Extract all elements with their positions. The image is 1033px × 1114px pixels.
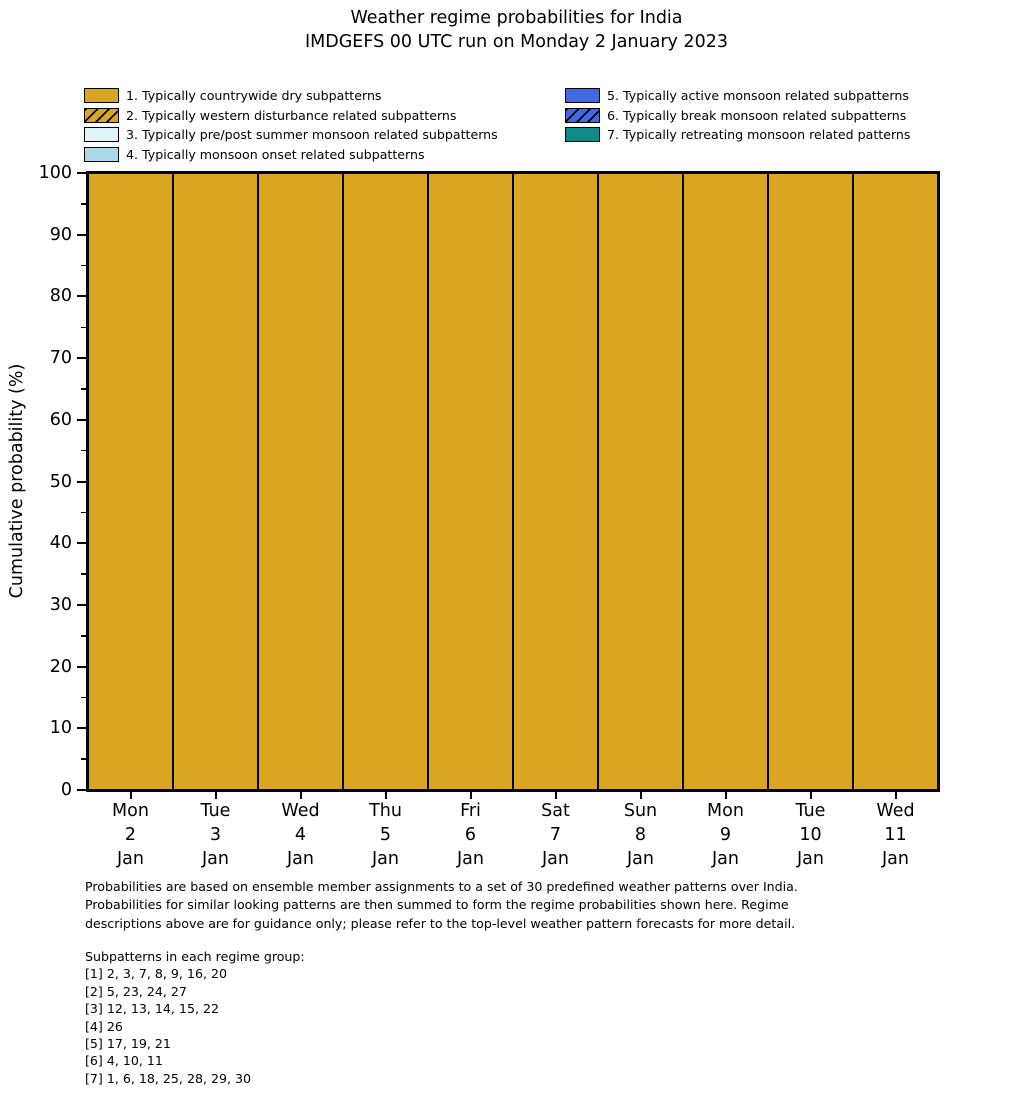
footnote-line: Probabilities for similar looking patterns are then summed to form the regime probabilities shown here. Regime <box>85 897 789 913</box>
x-tick <box>130 792 132 799</box>
y-major-tick <box>77 295 86 297</box>
chart-title-line2: IMDGEFS 00 UTC run on Monday 2 January 2023 <box>305 31 728 52</box>
bar-segment <box>258 173 343 790</box>
y-tick-label: 80 <box>49 286 72 307</box>
x-label-month: Jan <box>202 849 229 869</box>
legend-swatch <box>84 88 119 103</box>
y-axis-title: Cumulative probability (%) <box>7 363 27 599</box>
legend-item-label: 1. Typically countrywide dry subpatterns <box>126 88 382 104</box>
legend-swatch <box>84 147 119 162</box>
subpattern-line: [3] 12, 13, 14, 15, 22 <box>85 1001 219 1017</box>
x-label-date: 9 <box>719 825 732 845</box>
y-tick-label: 100 <box>38 163 72 183</box>
y-tick-label: 20 <box>49 656 72 677</box>
y-minor-tick <box>81 327 86 329</box>
stacked-bar <box>428 173 513 790</box>
legend-item <box>84 86 498 106</box>
chart-title-line1: Weather regime probabilities for India <box>350 8 683 28</box>
x-label-weekday: Tue <box>795 801 826 821</box>
x-tick <box>895 792 897 799</box>
subpattern-line: [2] 5, 23, 24, 27 <box>85 983 187 999</box>
bar-segment <box>343 173 428 790</box>
x-label-weekday: Sat <box>541 801 570 821</box>
legend-swatch <box>565 88 600 103</box>
x-label-date: 3 <box>209 825 222 845</box>
bar-segment <box>513 173 598 790</box>
y-minor-tick <box>81 203 86 205</box>
x-tick <box>555 792 557 799</box>
y-major-tick <box>77 542 86 544</box>
x-label-month: Jan <box>712 849 739 869</box>
legend-item <box>565 125 910 145</box>
legend-item <box>565 86 910 106</box>
plot-area <box>38 163 938 869</box>
x-tick-label <box>513 799 598 871</box>
legend-item-label: 4. Typically monsoon onset related subpatterns <box>126 147 425 163</box>
chart-title <box>0 7 1033 54</box>
stacked-bar <box>683 173 768 790</box>
legend-item <box>84 145 498 165</box>
x-tick-label <box>853 799 938 871</box>
bar-segment <box>173 173 258 790</box>
x-tick <box>215 792 217 799</box>
bar-segment <box>683 173 768 790</box>
legend-swatch <box>84 127 119 142</box>
x-tick <box>385 792 387 799</box>
x-label-weekday: Fri <box>460 801 481 821</box>
x-label-weekday: Wed <box>876 801 915 821</box>
x-tick-label <box>768 799 853 871</box>
x-label-month: Jan <box>627 849 654 869</box>
stacked-bar <box>853 173 938 790</box>
x-tick-label <box>343 799 428 871</box>
subpatterns-list <box>85 965 305 1087</box>
stacked-bar <box>173 173 258 790</box>
y-major-tick <box>77 789 86 791</box>
x-label-date: 6 <box>464 825 477 845</box>
x-label-month: Jan <box>882 849 909 869</box>
subpatterns-heading: Subpatterns in each regime group: <box>85 949 305 964</box>
y-major-tick <box>77 234 86 236</box>
legend-swatch <box>565 108 600 123</box>
x-label-date: 5 <box>379 825 392 845</box>
x-tick <box>725 792 727 799</box>
subpattern-line: [6] 4, 10, 11 <box>85 1053 163 1069</box>
stacked-bar <box>598 173 683 790</box>
y-tick-label: 10 <box>49 718 72 739</box>
y-major-tick <box>77 666 86 668</box>
x-label-weekday: Tue <box>200 801 231 821</box>
y-tick-label: 30 <box>49 594 72 615</box>
subpattern-line: [4] 26 <box>85 1018 123 1034</box>
x-label-month: Jan <box>117 849 144 869</box>
legend-item-label: 2. Typically western disturbance related subpatterns <box>126 107 457 123</box>
footnote-line: Probabilities are based on ensemble member assignments to a set of 30 predefined weather patterns over India. <box>85 879 798 894</box>
y-major-tick <box>77 604 86 606</box>
bar-segment <box>853 173 938 790</box>
legend-item <box>84 106 498 126</box>
legend-column-right <box>565 86 910 145</box>
x-label-weekday: Thu <box>369 801 402 821</box>
legend-swatch <box>565 127 600 142</box>
legend-item-label: 3. Typically pre/post summer monsoon related subpatterns <box>126 127 498 143</box>
stacked-bar <box>768 173 853 790</box>
bar-segment <box>88 173 173 790</box>
x-tick-label <box>683 799 768 871</box>
x-label-month: Jan <box>797 849 824 869</box>
y-minor-tick <box>81 573 86 575</box>
y-major-tick <box>77 481 86 483</box>
y-minor-tick <box>81 512 86 514</box>
x-label-weekday: Mon <box>112 801 149 821</box>
x-label-date: 2 <box>124 825 137 845</box>
top-spine <box>86 171 940 173</box>
subpatterns-block <box>85 948 305 1087</box>
subpattern-line: [7] 1, 6, 18, 25, 28, 29, 30 <box>85 1070 252 1086</box>
bar-segment <box>428 173 513 790</box>
y-minor-tick <box>81 758 86 760</box>
y-minor-tick <box>81 388 86 390</box>
x-tick <box>470 792 472 799</box>
legend-swatch <box>84 108 119 123</box>
x-label-date: 10 <box>799 825 822 845</box>
x-tick-label <box>173 799 258 871</box>
legend-item-label: 7. Typically retreating monsoon related patterns <box>607 127 911 143</box>
footnote-line: descriptions above are for guidance only; please refer to the top-level weather pattern forecasts for more detail. <box>85 915 796 931</box>
x-tick-label <box>598 799 683 871</box>
x-tick-label <box>428 799 513 871</box>
y-minor-tick <box>81 450 86 452</box>
x-label-month: Jan <box>287 849 314 869</box>
x-tick-label <box>88 799 173 871</box>
x-label-weekday: Mon <box>707 801 744 821</box>
y-minor-tick <box>81 265 86 267</box>
stacked-bar <box>513 173 598 790</box>
y-minor-tick <box>81 635 86 637</box>
y-major-tick <box>77 357 86 359</box>
x-tick <box>300 792 302 799</box>
y-major-tick <box>77 172 86 174</box>
x-label-date: 4 <box>294 825 307 845</box>
stacked-bar <box>88 173 173 790</box>
legend-item-label: 5. Typically active monsoon related subpatterns <box>607 88 909 104</box>
bar-segment <box>768 173 853 790</box>
x-tick <box>810 792 812 799</box>
subpattern-line: [5] 17, 19, 21 <box>85 1036 171 1052</box>
y-minor-tick <box>81 697 86 699</box>
y-axis-spine <box>86 171 88 792</box>
y-tick-label: 90 <box>49 224 72 245</box>
y-major-tick <box>77 419 86 421</box>
x-tick <box>640 792 642 799</box>
x-label-month: Jan <box>542 849 569 869</box>
legend-item <box>84 125 498 145</box>
x-tick-label <box>258 799 343 871</box>
legend-column-left <box>84 86 498 164</box>
legend-item-label: 6. Typically break monsoon related subpatterns <box>607 107 907 123</box>
y-tick-label: 60 <box>49 409 72 430</box>
y-tick-label: 50 <box>49 471 72 492</box>
y-tick-label: 0 <box>60 780 72 800</box>
x-label-date: 8 <box>634 825 647 845</box>
x-label-date: 7 <box>549 825 562 845</box>
x-label-month: Jan <box>372 849 399 869</box>
bar-segment <box>598 173 683 790</box>
legend-item <box>565 106 910 126</box>
x-label-date: 11 <box>884 825 907 845</box>
stacked-bar <box>258 173 343 790</box>
x-label-weekday: Sun <box>623 801 658 821</box>
right-spine <box>938 171 940 792</box>
y-tick-label: 40 <box>49 533 72 554</box>
x-label-month: Jan <box>457 849 484 869</box>
x-label-weekday: Wed <box>281 801 320 821</box>
stacked-bar <box>343 173 428 790</box>
subpattern-line: [1] 2, 3, 7, 8, 9, 16, 20 <box>85 966 227 982</box>
footnote-text <box>85 878 798 933</box>
y-tick-label: 70 <box>49 348 72 369</box>
y-major-tick <box>77 727 86 729</box>
